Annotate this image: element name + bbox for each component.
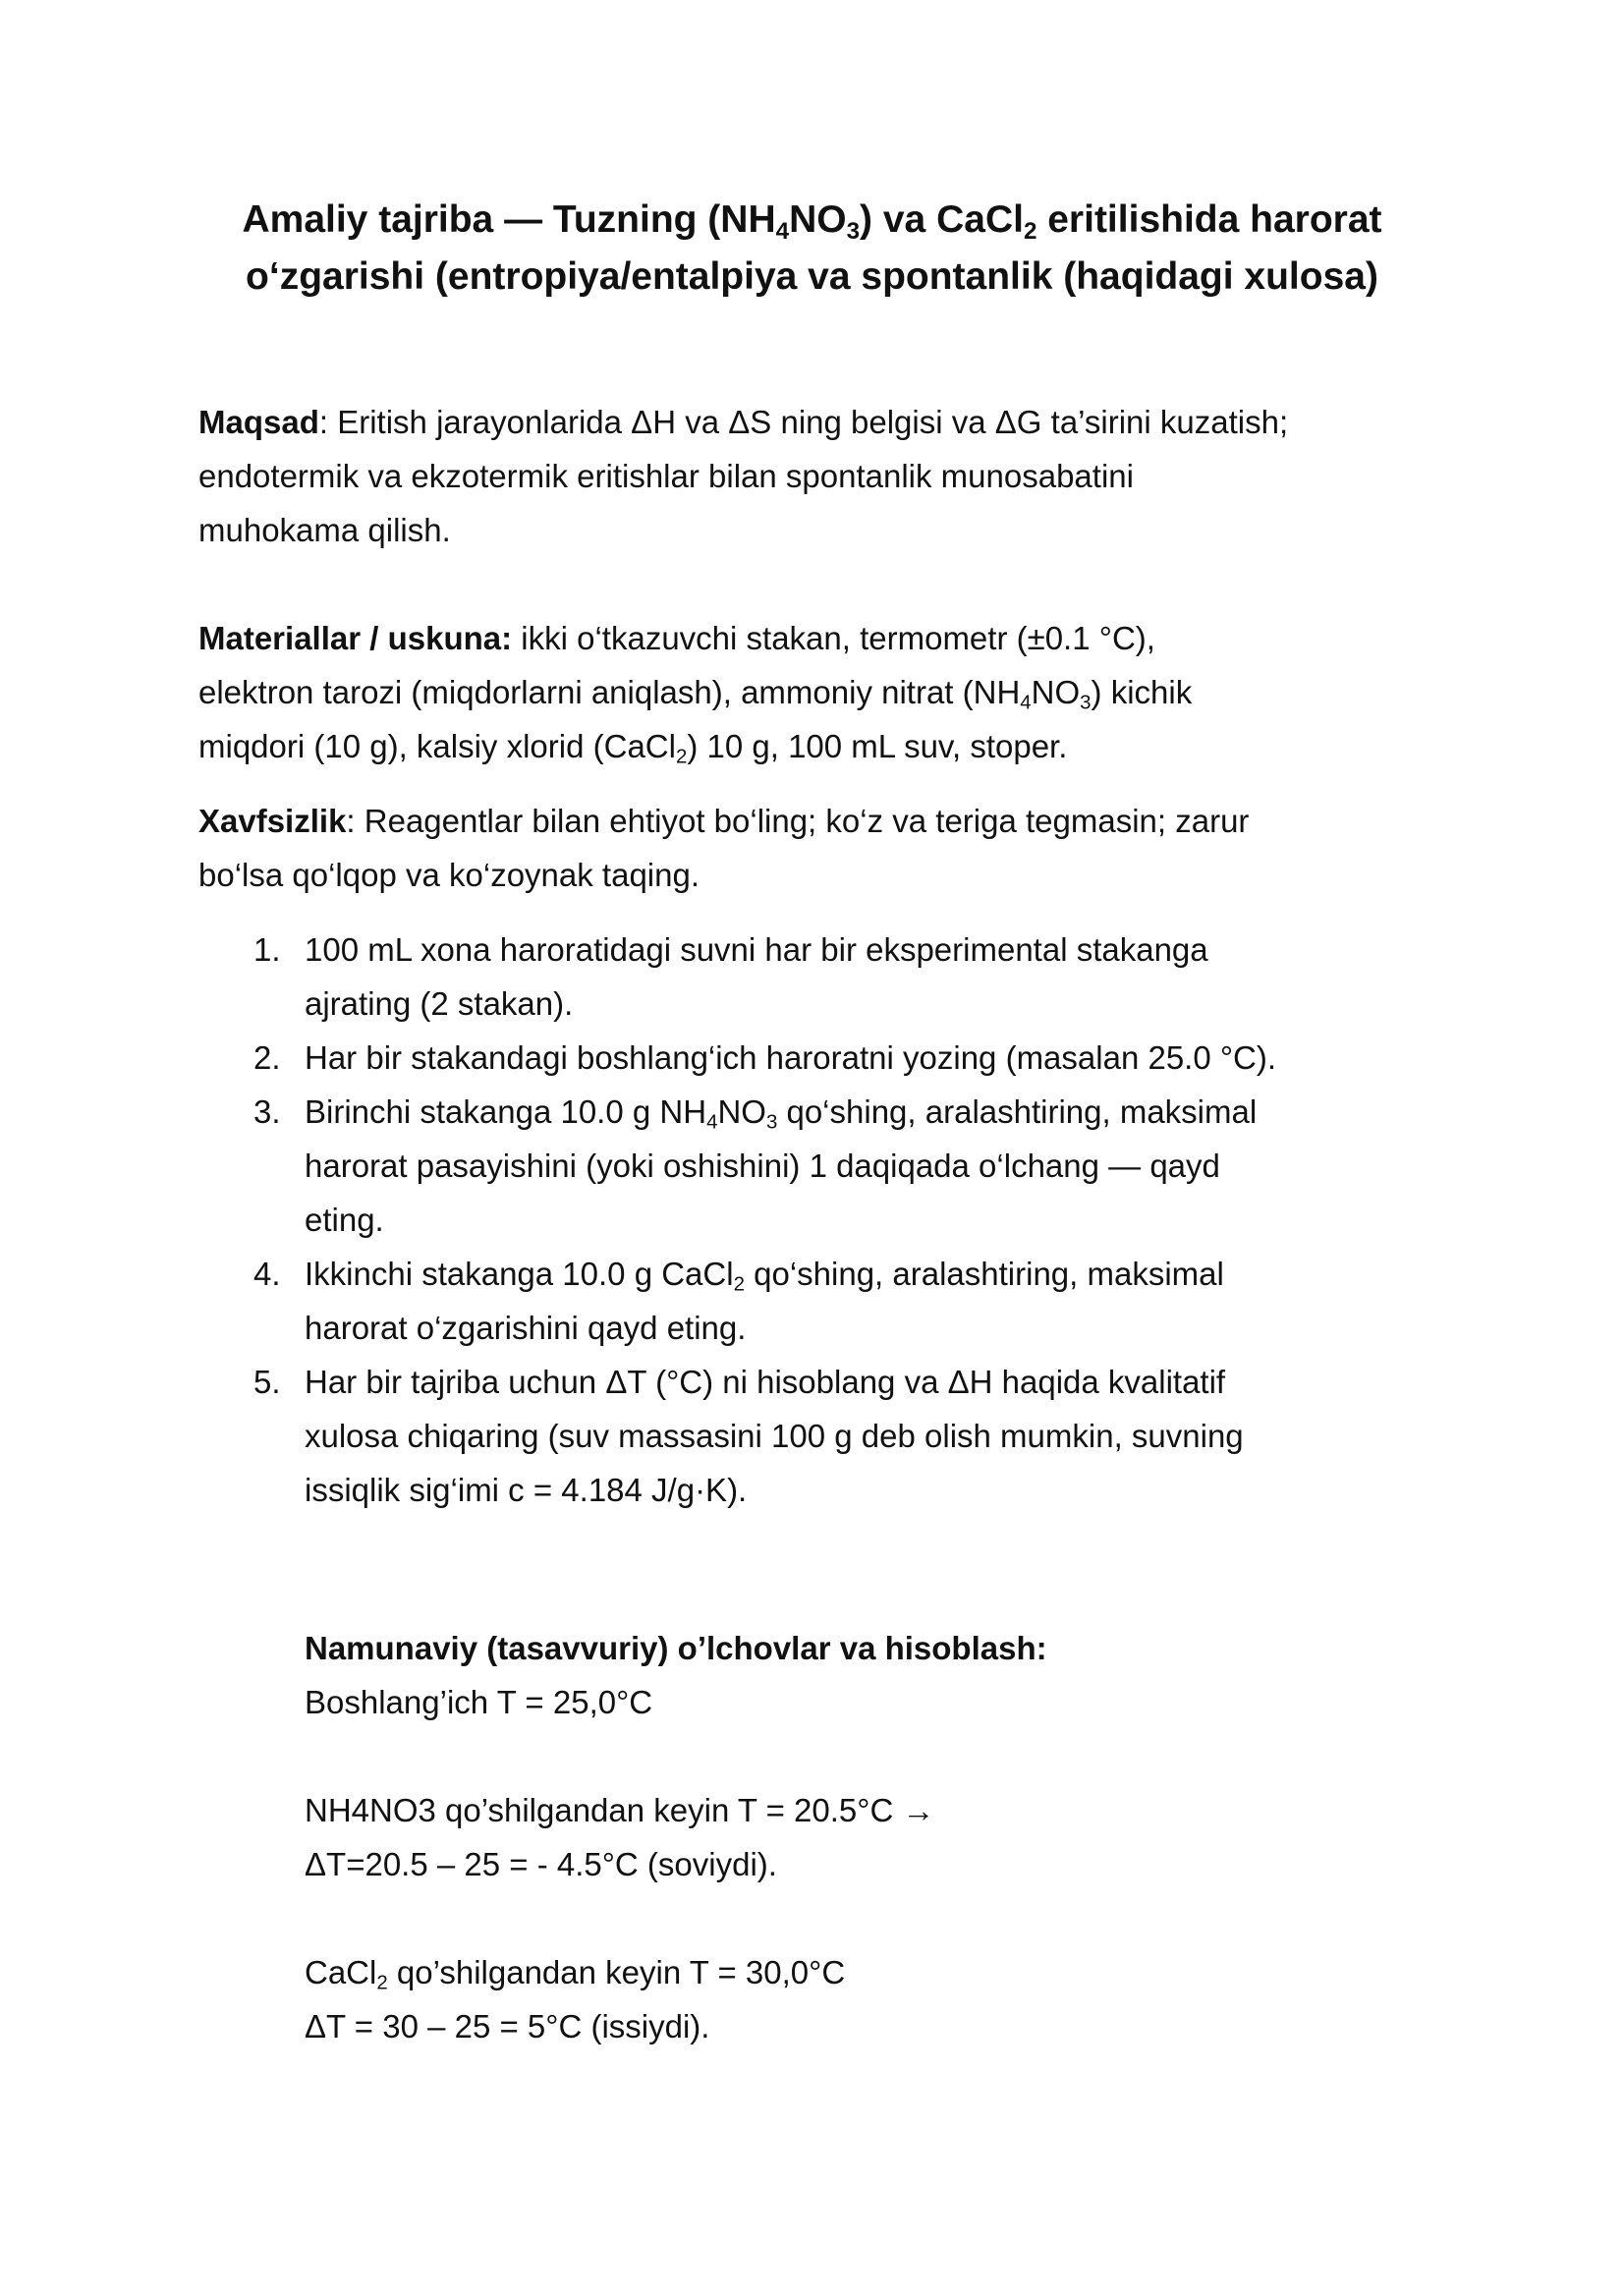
- materials-paragraph: [198, 611, 1466, 773]
- materials-text-part: miqdori (10 g), kalsiy xlorid (CaCl: [198, 728, 676, 764]
- step-text: harorat pasayishini (yoki oshishini) 1 daqiqada o‘lchang — qayd: [305, 1148, 1220, 1184]
- subscript: 2: [675, 745, 688, 768]
- purpose-paragraph: [198, 395, 1466, 557]
- list-item: [198, 923, 1476, 1031]
- sample-nh4no3-delta: ΔT=20.5 – 25 = - 4.5°C (soviydi).: [305, 1846, 777, 1882]
- title-text: ) va CaCl: [860, 198, 1024, 241]
- purpose-text: endotermik va ekzotermik eritishlar bilan spontanlik munosabatini: [198, 458, 1134, 494]
- list-item: [198, 1031, 1476, 1085]
- list-number: 1.: [253, 931, 281, 968]
- sample-measurements: [305, 1621, 1385, 2053]
- sample-nh4no3-result: NH4NO3 qo’shilgandan keyin T = 20.5°C →: [305, 1792, 935, 1828]
- list-item: [198, 1247, 1476, 1355]
- safety-text: : Reagentlar bilan ehtiyot bo‘ling; ko‘z va teriga tegmasin; zarur: [346, 803, 1250, 839]
- procedure-list: [198, 923, 1476, 1517]
- sample-start-temp: Boshlang’ich T = 25,0°C: [305, 1684, 653, 1720]
- subscript: 2: [733, 1272, 745, 1296]
- blank-line: [305, 1729, 1385, 1783]
- title-text: Amaliy tajriba — Tuzning (NH: [242, 198, 776, 241]
- step-text: 100 mL xona haroratidagi suvni har bir eksperimental stakanga: [305, 931, 1208, 968]
- materials-text: [198, 719, 1466, 773]
- step-text: Har bir tajriba uchun ΔT (°C) ni hisoblang va ΔH haqida kvalitatif: [305, 1364, 1226, 1400]
- title-line-2: o‘zgarishi (entropiya/entalpiya va spontanlik (haqidagi xulosa): [246, 255, 1378, 298]
- materials-text-part: ) 10 g, 100 mL suv, stoper.: [687, 728, 1068, 764]
- document-title: [157, 192, 1467, 306]
- list-item: [198, 1085, 1476, 1247]
- list-number: 5.: [253, 1364, 281, 1400]
- sample-cacl2-result: [305, 1945, 1385, 1999]
- safety-paragraph: [198, 794, 1466, 902]
- materials-text-part: NO: [1031, 674, 1081, 710]
- safety-text: bo‘lsa qo‘lqop va ko‘zoynak taqing.: [198, 857, 700, 893]
- materials-label: Materiallar / uskuna:: [198, 620, 513, 656]
- list-number: 3.: [253, 1093, 281, 1130]
- title-line-1: [157, 192, 1467, 249]
- materials-text: ikki o‘tkazuvchi stakan, termometr (±0.1 °C),: [512, 620, 1155, 656]
- subscript: 2: [376, 1971, 388, 1994]
- list-number: 2.: [253, 1039, 281, 1076]
- step-text: xulosa chiqaring (suv massasini 100 g deb olish mumkin, suvning: [305, 1418, 1244, 1454]
- step-text-part: NO: [717, 1093, 766, 1130]
- materials-text-part: elektron tarozi (miqdorlarni aniqlash), ammoniy nitrat (NH: [198, 674, 1021, 710]
- materials-text-part: ) kichik: [1091, 674, 1193, 710]
- materials-text: [198, 665, 1466, 719]
- safety-label: Xavfsizlik: [198, 803, 347, 839]
- step-text: issiqlik sig‘imi c = 4.184 J/g·K).: [305, 1472, 748, 1508]
- step-text-part: qo‘shing, aralashtiring, maksimal: [777, 1093, 1258, 1130]
- sample-cacl2-delta: ΔT = 30 – 25 = 5°C (issiydi).: [305, 2008, 710, 2044]
- purpose-text: muhokama qilish.: [198, 512, 451, 548]
- step-text: Har bir stakandagi boshlang‘ich haroratni yozing (masalan 25.0 °C).: [305, 1039, 1277, 1076]
- list-item: [198, 1355, 1476, 1517]
- purpose-label: Maqsad: [198, 404, 319, 440]
- purpose-text: : Eritish jarayonlarida ΔH va ΔS ning belgisi va ΔG ta’sirini kuzatish;: [318, 404, 1289, 440]
- subscript: 3: [1080, 691, 1092, 714]
- step-text: eting.: [305, 1202, 384, 1238]
- step-text: [305, 1085, 1476, 1139]
- title-text: NO: [789, 198, 847, 241]
- step-text-part: Ikkinchi stakanga 10.0 g CaCl: [305, 1256, 734, 1292]
- sample-heading: Namunaviy (tasavvuriy) o’lchovlar va hisoblash:: [305, 1630, 1047, 1666]
- title-text: eritilishida harorat: [1036, 198, 1382, 241]
- blank-line: [305, 1891, 1385, 1945]
- step-text: ajrating (2 stakan).: [305, 985, 574, 1022]
- subscript: 4: [706, 1110, 718, 1134]
- sample-text-part: CaCl: [305, 1954, 377, 1990]
- list-number: 4.: [253, 1256, 281, 1292]
- subscript: 2: [1023, 217, 1037, 245]
- subscript: 4: [1020, 691, 1032, 714]
- step-text: harorat o‘zgarishini qayd eting.: [305, 1310, 747, 1346]
- step-text: [305, 1247, 1476, 1301]
- subscript: 3: [765, 1110, 778, 1134]
- sample-text-part: qo’shilgandan keyin T = 30,0°C: [387, 1954, 846, 1990]
- step-text-part: Birinchi stakanga 10.0 g NH: [305, 1093, 707, 1130]
- subscript: 4: [775, 217, 790, 245]
- step-text-part: qo‘shing, aralashtiring, maksimal: [744, 1256, 1224, 1292]
- subscript: 3: [846, 217, 861, 245]
